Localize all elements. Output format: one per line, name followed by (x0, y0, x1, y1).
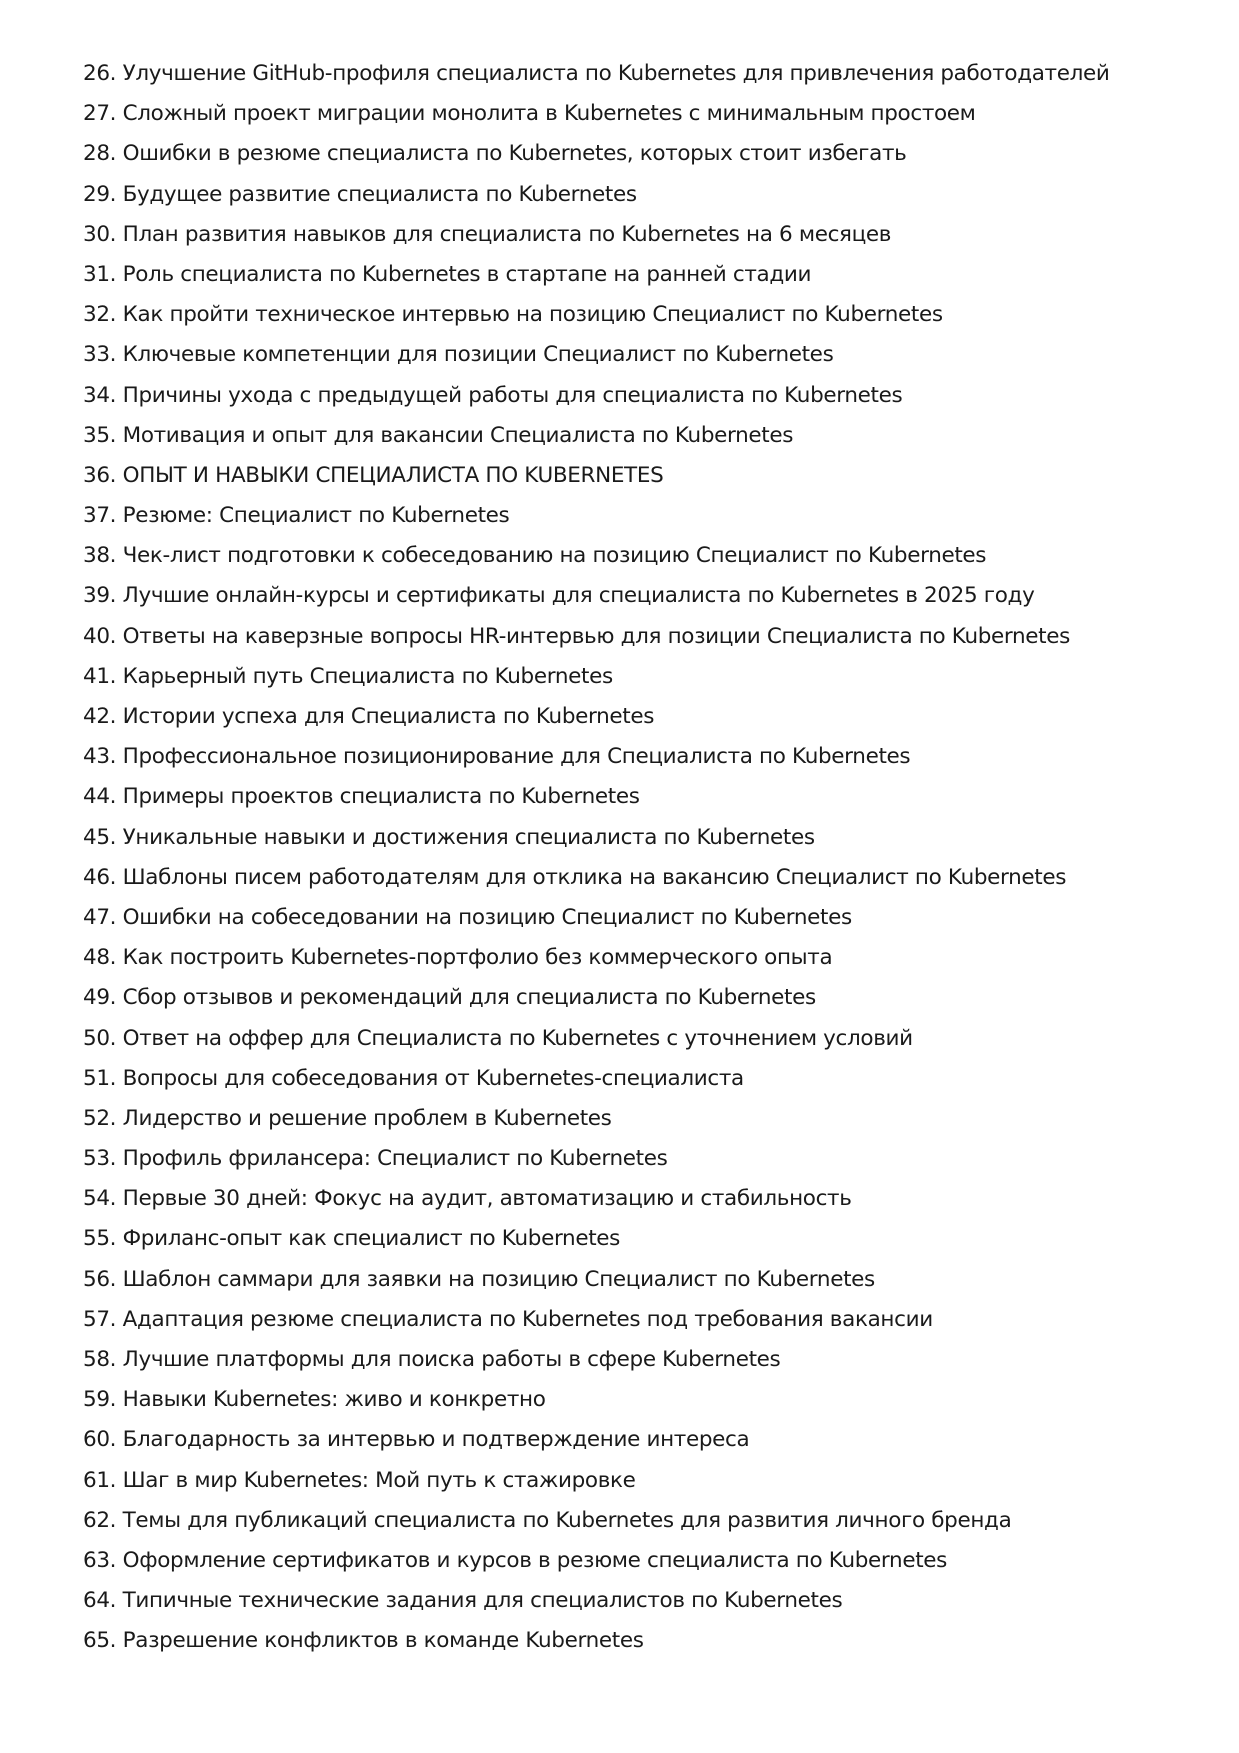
list-item: 35. Мотивация и опыт для вакансии Специалиста по Kubernetes (83, 422, 794, 448)
list-item: 47. Ошибки на собеседовании на позицию Специалист по Kubernetes (83, 904, 852, 930)
list-item: 64. Типичные технические задания для специалистов по Kubernetes (83, 1588, 843, 1614)
list-item: 45. Уникальные навыки и достижения специалиста по Kubernetes (83, 824, 815, 850)
list-item: 46. Шаблоны писем работодателям для отклика на вакансию Специалист по Kubernetes (83, 864, 1067, 890)
list-item: 54. Первые 30 дней: Фокус на аудит, автоматизацию и стабильность (83, 1186, 852, 1212)
list-item: 62. Темы для публикаций специалиста по Kubernetes для развития личного бренда (83, 1507, 1012, 1533)
list-item: 53. Профиль фрилансера: Специалист по Kubernetes (83, 1146, 668, 1172)
list-item: 36. ОПЫТ И НАВЫКИ СПЕЦИАЛИСТА ПО KUBERNETES (83, 462, 664, 488)
list-item: 52. Лидерство и решение проблем в Kubernetes (83, 1105, 612, 1131)
list-item: 30. План развития навыков для специалиста по Kubernetes на 6 месяцев (83, 221, 892, 247)
list-item: 50. Ответ на оффер для Специалиста по Kubernetes с уточнением условий (83, 1025, 913, 1051)
list-item: 48. Как построить Kubernetes-портфолио без коммерческого опыта (83, 945, 833, 971)
list-item: 28. Ошибки в резюме специалиста по Kubernetes, которых стоит избегать (83, 141, 907, 167)
list-item: 43. Профессиональное позиционирование для Специалиста по Kubernetes (83, 744, 911, 770)
list-item: 29. Будущее развитие специалиста по Kubernetes (83, 181, 637, 207)
list-item: 37. Резюме: Специалист по Kubernetes (83, 503, 510, 529)
list-item: 55. Фриланс-опыт как специалист по Kubernetes (83, 1226, 621, 1252)
list-item: 42. Истории успеха для Специалиста по Kubernetes (83, 704, 655, 729)
list-item: 33. Ключевые компетенции для позиции Специалист по Kubernetes (83, 342, 834, 368)
list-item: 57. Адаптация резюме специалиста по Kubernetes под требования вакансии (83, 1306, 933, 1332)
list-item: 58. Лучшие платформы для поиска работы в сфере Kubernetes (83, 1347, 781, 1372)
list-item: 59. Навыки Kubernetes: живо и конкретно (83, 1387, 546, 1413)
list-item: 38. Чек-лист подготовки к собеседованию на позицию Специалист по Kubernetes (83, 543, 987, 569)
list-item: 60. Благодарность за интервью и подтверждение интереса (83, 1427, 750, 1453)
list-item: 63. Оформление сертификатов и курсов в резюме специалиста по Kubernetes (83, 1547, 947, 1573)
list-item: 34. Причины ухода с предыдущей работы для специалиста по Kubernetes (83, 382, 903, 408)
list-item: 40. Ответы на каверзные вопросы HR-интервью для позиции Специалиста по Kubernetes (83, 623, 1070, 649)
list-item: 51. Вопросы для собеседования от Kubernetes-специалиста (83, 1065, 744, 1091)
list-item: 32. Как пройти техническое интервью на позицию Специалист по Kubernetes (83, 302, 943, 328)
list-item: 49. Сбор отзывов и рекомендаций для специалиста по Kubernetes (83, 985, 816, 1011)
list-item: 26. Улучшение GitHub-профиля специалиста по Kubernetes для привлечения работодателей (83, 61, 1110, 86)
list-item: 56. Шаблон саммари для заявки на позицию Специалист по Kubernetes (83, 1266, 875, 1292)
list-item: 27. Сложный проект миграции монолита в Kubernetes с минимальным простоем (83, 101, 976, 127)
list-item: 44. Примеры проектов специалиста по Kubernetes (83, 784, 640, 810)
list-item: 31. Роль специалиста по Kubernetes в стартапе на ранней стадии (83, 261, 812, 287)
numbered-list (83, 58, 1109, 1666)
list-item: 39. Лучшие онлайн-курсы и сертификаты для специалиста по Kubernetes в 2025 году (83, 583, 1035, 609)
list-item: 41. Карьерный путь Специалиста по Kubernetes (83, 663, 613, 689)
list-item: 65. Разрешение конфликтов в команде Kubernetes (83, 1628, 644, 1654)
list-item: 61. Шаг в мир Kubernetes: Мой путь к стажировке (83, 1467, 636, 1493)
